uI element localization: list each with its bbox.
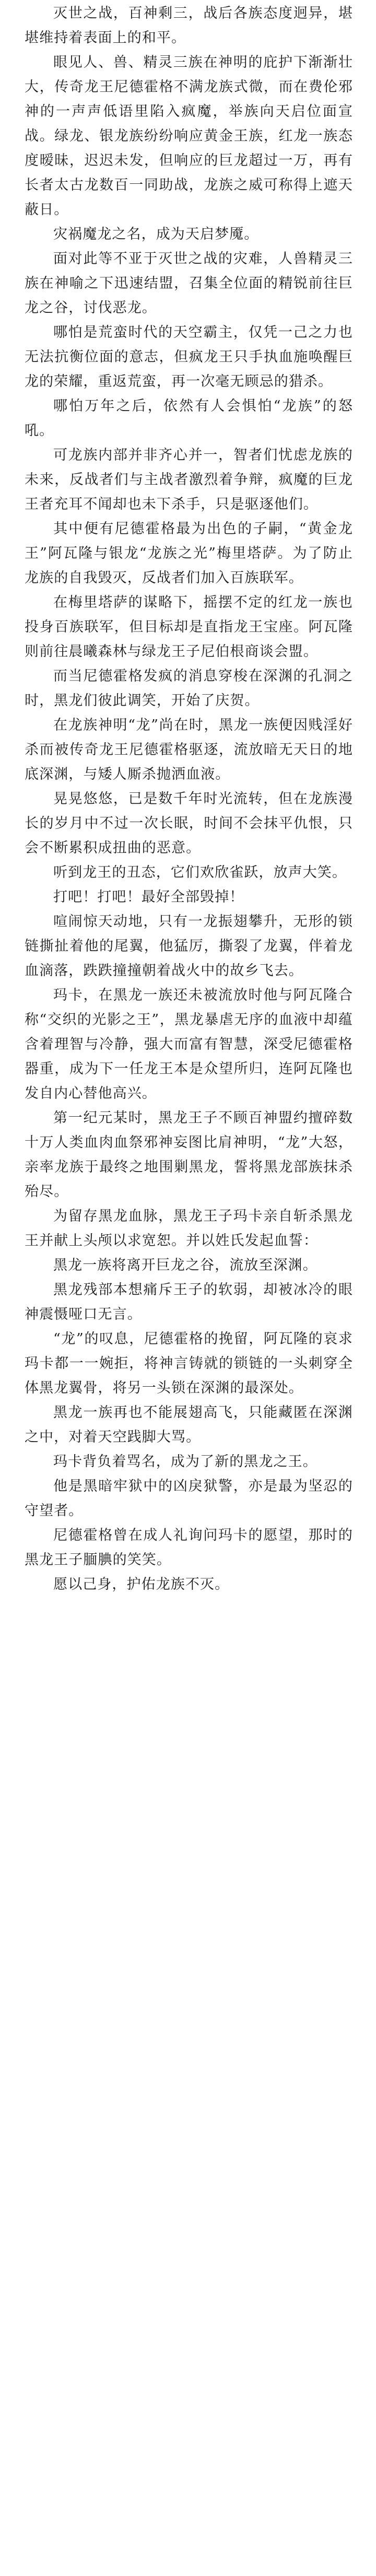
paragraph: 在龙族神明“龙”尚在时，黑龙一族便因贱淫好杀而被传奇龙王尼德霍格驱逐，流放暗无天日的地底深渊，与矮人厮杀抛洒血液。 xyxy=(25,717,353,782)
paragraph: “龙”的叹息，尼德霍格的挽留，阿瓦隆的哀求玛卡都一一婉拒，将神言铸就的锁链的一头刺穿全体黑龙翼骨，将另一头锁在深渊的最深处。 xyxy=(25,1331,353,1396)
paragraph: 尼德霍格曾在成人礼询问玛卡的愿望，那时的黑龙王子腼腆的笑笑。 xyxy=(25,1527,353,1568)
paragraph: 其中便有尼德霍格最为出色的子嗣，“黄金龙王”阿瓦隆与银龙“龙族之光”梅里塔萨。为了防止龙族的自我毁灭，反战者们加入百族联军。 xyxy=(25,521,353,586)
paragraph: 听到龙王的丑态，它们欢欣雀跃，放声大笑。 xyxy=(53,864,347,881)
paragraph: 哪怕万年之后，依然有人会惧怕“龙族”的怒吼。 xyxy=(25,398,353,439)
paragraph: 灭世之战，百神剩三，战后各族态度迥异，堪堪维持着表面上的和平。 xyxy=(25,5,353,46)
paragraph: 而当尼德霍格发疯的消息穿梭在深渊的孔洞之时，黑龙们彼此调笑，开始了庆贺。 xyxy=(25,668,353,709)
paragraph: 为留存黑龙血脉，黑龙王子玛卡亲自斩杀黑龙王并献上头颅以求宽恕。并以姓氏发起血誓： xyxy=(25,1208,353,1249)
paragraph: 在梅里塔萨的谋略下，摇摆不定的红龙一族也投身百族联军，但目标却是直指龙王宝座。阿瓦隆则前往晨曦森林与绿龙王子尼伯根商谈会盟。 xyxy=(25,594,353,660)
paragraph: 第一纪元某时，黑龙王子不顾百神盟约擅碎数十万人类血肉血祭邪神妄图比肩神明，“龙”大怒，亲率龙族于最终之地围剿黑龙，誓将黑龙部族抹杀殆尽。 xyxy=(25,1110,353,1200)
paragraph: 愿以己身，护佑龙族不灭。 xyxy=(53,1576,230,1593)
paragraph: 黑龙残部本想痛斥王子的软弱，却被冰冷的眼神震慑哑口无言。 xyxy=(25,1282,353,1322)
paragraph: 黑龙一族再也不能展翅高飞，只能藏匿在深渊之中，对着天空践脚大骂。 xyxy=(25,1404,353,1445)
paragraph: 眼见人、兽、精灵三族在神明的庇护下渐渐壮大，传奇龙王尼德霍格不满龙族式微，而在费伦邪神的一声声低语里陷入疯魔，举族向天启位面宣战。绿龙、银龙族纷纷响应黄金王族，红龙一族态度暧昧，迟迟未发，但响应的巨龙超过一万，再有长者太古龙数百一同助战，龙族之威可称得上遮天蔽日。 xyxy=(25,54,353,218)
paragraph: 打吧！打吧！最好全部毁掉！ xyxy=(53,889,244,905)
paragraph: 可龙族内部并非齐心并一，智者们忧虑龙族的未来，反战者们与主战者激烈着争辩，疯魔的巨龙王者充耳不闻却也未下杀手，只是驱逐他们。 xyxy=(25,447,353,512)
paragraph: 黑龙一族将离开巨龙之谷，流放至深渊。 xyxy=(53,1257,318,1273)
paragraph: 面对此等不亚于灭世之战的灾难，人兽精灵三族在神喻之下迅速结盟，召集全位面的精锐前往巨龙之谷，讨伐恶龙。 xyxy=(25,251,353,316)
paragraph: 灾祸魔龙之名，成为天启梦魇。 xyxy=(53,226,259,242)
paragraph: 喧闹惊天动地，只有一龙振翅攀升，无形的锁链撕扯着他的尾翼，他猛厉，撕裂了龙翼，伴着龙血滴落，跌跌撞撞朝着战火中的故乡飞去。 xyxy=(25,914,353,979)
paragraph: 哪怕是荒蛮时代的天空霸主，仅凭一己之力也无法抗衡位面的意志，但疯龙王只手执血施唤醒巨龙的荣耀，重返荒蛮，再一次毫无顾忌的猎杀。 xyxy=(25,324,353,390)
paragraph: 玛卡，在黑龙一族还未被流放时他与阿瓦隆合称“交织的光影之王”，黑龙暴虐无序的血液中却蕴含着理智与冷静，强大而富有智慧，深受尼德霍格器重，成为下一任龙王本是众望所归，连阿瓦隆也发自内心替他高兴。 xyxy=(25,987,353,1102)
paragraph: 他是黑暗牢狱中的凶戾狱警，亦是最为坚忍的守望者。 xyxy=(25,1478,353,1519)
paragraph: 晃晃悠悠，已是数千年时光流转，但在龙族漫长的岁月中不过一次长眠，时间不会抹平仇恨，只会不断累积成扭曲的恶意。 xyxy=(25,791,353,856)
paragraph: 玛卡背负着骂名，成为了新的黑龙之王。 xyxy=(53,1454,318,1470)
